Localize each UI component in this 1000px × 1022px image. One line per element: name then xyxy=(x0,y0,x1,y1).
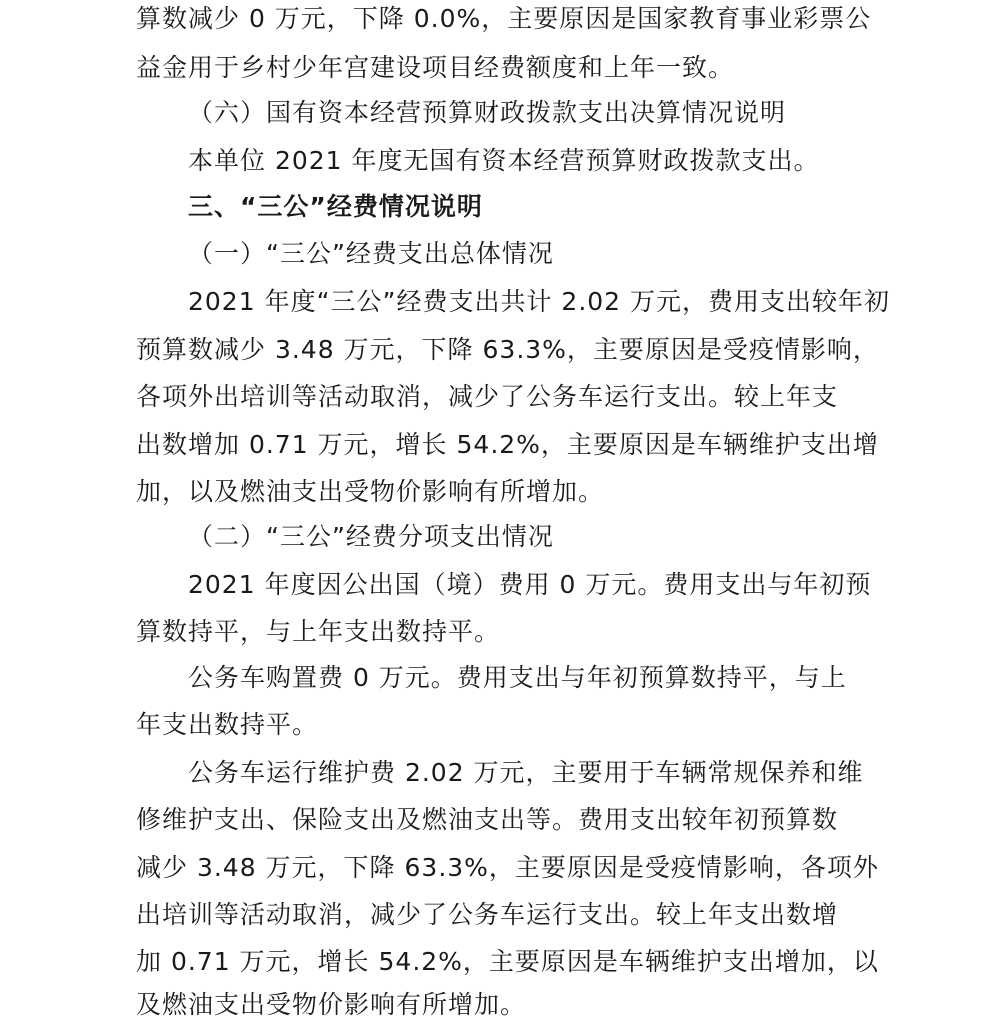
paragraph-line: 修维护支出、保险支出及燃油支出等。费用支出较年初预算数 xyxy=(136,805,839,834)
paragraph-line: 公务车运行维护费 2.02 万元，主要用于车辆常规保养和维 xyxy=(188,758,864,787)
paragraph-line: 年支出数持平。 xyxy=(136,710,319,739)
section-heading: （六）国有资本经营预算财政拨款支出决算情况说明 xyxy=(188,98,787,127)
paragraph-line: 本单位 2021 年度无国有资本经营预算财政拨款支出。 xyxy=(188,146,820,175)
paragraph-line: 出培训等活动取消，减少了公务车运行支出。较上年支出数增 xyxy=(136,900,839,929)
paragraph-line: 算数持平，与上年支出数持平。 xyxy=(136,617,501,646)
paragraph-line: 加，以及燃油支出受物价影响有所增加。 xyxy=(136,477,605,506)
paragraph-line: 及燃油支出受物价影响有所增加。 xyxy=(136,990,527,1019)
sub-heading: （二）“三公”经费分项支出情况 xyxy=(188,522,554,551)
paragraph-line: 减少 3.48 万元，下降 63.3%，主要原因是受疫情影响，各项外 xyxy=(136,853,879,882)
paragraph-line: 出数增加 0.71 万元，增长 54.2%，主要原因是车辆维护支出增 xyxy=(136,430,879,459)
paragraph-line: 益金用于乡村少年宫建设项目经费额度和上年一致。 xyxy=(136,53,735,82)
paragraph-line: 2021 年度“三公”经费支出共计 2.02 万元，费用支出较年初 xyxy=(188,287,891,316)
sub-heading: （一）“三公”经费支出总体情况 xyxy=(188,239,554,268)
paragraph-line: 预算数减少 3.48 万元，下降 63.3%，主要原因是受疫情影响， xyxy=(136,335,879,364)
section-title: 三、“三公”经费情况说明 xyxy=(188,192,483,221)
paragraph-line: 公务车购置费 0 万元。费用支出与年初预算数持平，与上 xyxy=(188,663,847,692)
paragraph-line: 加 0.71 万元，增长 54.2%，主要原因是车辆维护支出增加，以 xyxy=(136,947,879,976)
paragraph-line: 2021 年度因公出国（境）费用 0 万元。费用支出与年初预 xyxy=(188,570,872,599)
paragraph-line: 各项外出培训等活动取消，减少了公务车运行支出。较上年支 xyxy=(136,382,839,411)
paragraph-line: 算数减少 0 万元，下降 0.0%，主要原因是国家教育事业彩票公 xyxy=(136,4,872,33)
